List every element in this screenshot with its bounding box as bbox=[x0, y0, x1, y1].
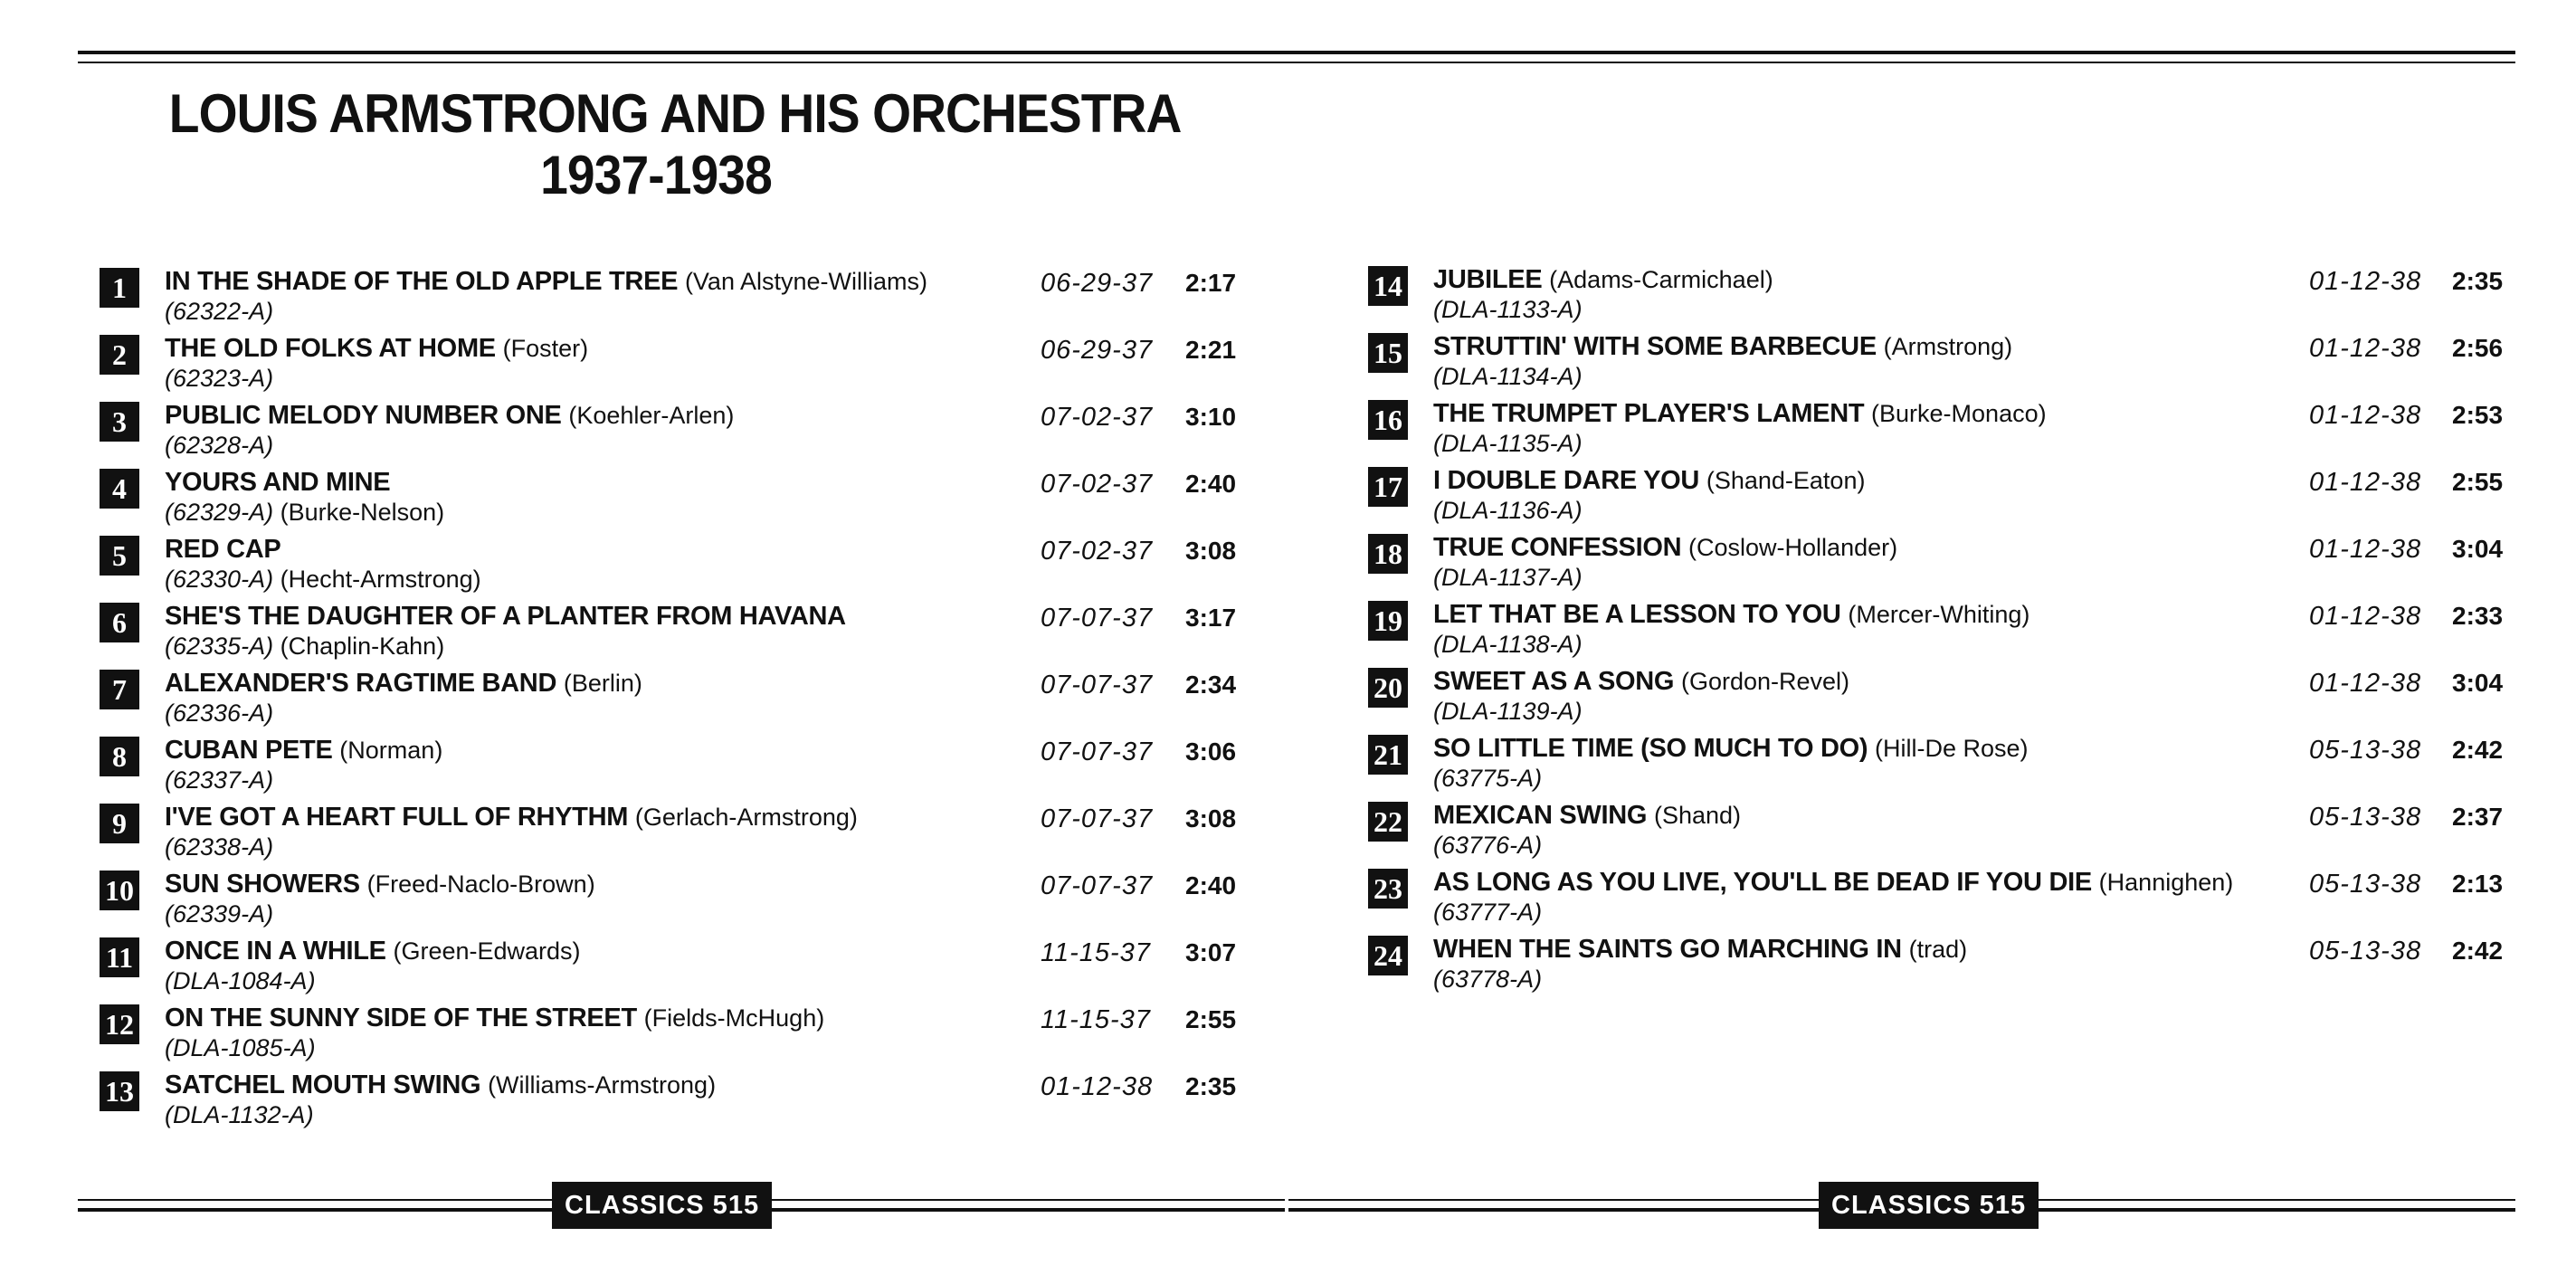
track-title: STRUTTIN' WITH SOME BARBECUE bbox=[1433, 332, 1877, 361]
track-row bbox=[100, 798, 1249, 863]
track-matrix: (DLA-1132-A) bbox=[165, 1101, 314, 1128]
track-matrix-line bbox=[1433, 898, 1542, 927]
track-date: 01-12-38 bbox=[2309, 535, 2422, 564]
track-row bbox=[100, 932, 1249, 997]
track-title: RED CAP bbox=[165, 535, 281, 564]
track-row bbox=[100, 1066, 1249, 1131]
track-number: 20 bbox=[1368, 668, 1408, 708]
track-title-line bbox=[165, 534, 280, 565]
track-matrix-line bbox=[1433, 697, 1583, 726]
track-duration: 3:08 bbox=[1185, 537, 1237, 565]
track-date: 07-07-37 bbox=[1041, 737, 1154, 766]
track-matrix-line bbox=[1433, 496, 1583, 525]
track-title-line bbox=[165, 1003, 824, 1033]
track-date: 01-12-38 bbox=[1041, 1072, 1154, 1101]
track-title-line bbox=[165, 266, 927, 297]
track-title: THE TRUMPET PLAYER'S LAMENT bbox=[1433, 399, 1865, 428]
track-number: 15 bbox=[1368, 333, 1408, 373]
track-number: 5 bbox=[100, 536, 139, 576]
track-number: 14 bbox=[1368, 266, 1408, 306]
track-title-line bbox=[1433, 733, 2029, 764]
track-row bbox=[1368, 662, 2517, 728]
track-matrix-line bbox=[165, 565, 481, 594]
track-title-line bbox=[165, 802, 858, 833]
album-title-artist: LOUIS ARMSTRONG AND HIS ORCHESTRA bbox=[168, 83, 1182, 144]
album-title-years: 1937-1938 bbox=[540, 145, 772, 205]
track-matrix: (DLA-1135-A) bbox=[1433, 430, 1583, 457]
track-number: 10 bbox=[100, 871, 139, 910]
track-duration: 2:42 bbox=[2452, 736, 2504, 764]
track-matrix: (63777-A) bbox=[1433, 899, 1543, 926]
track-date: 01-12-38 bbox=[2309, 401, 2422, 430]
track-matrix-line bbox=[165, 498, 444, 527]
track-composer: (Berlin) bbox=[563, 670, 642, 697]
track-title: I'VE GOT A HEART FULL OF RHYTHM bbox=[165, 803, 629, 832]
track-matrix: (62330-A) bbox=[165, 566, 274, 593]
track-composer: (Hannighen) bbox=[2098, 869, 2234, 896]
track-date: 01-12-38 bbox=[2309, 669, 2422, 698]
track-matrix-line bbox=[165, 1100, 314, 1129]
track-title-line bbox=[1433, 800, 1741, 831]
track-title: THE OLD FOLKS AT HOME bbox=[165, 334, 496, 363]
track-duration: 3:07 bbox=[1185, 938, 1237, 966]
track-title: ONCE IN A WHILE bbox=[165, 937, 386, 966]
track-title-line bbox=[165, 936, 581, 966]
track-date: 07-02-37 bbox=[1041, 403, 1154, 432]
track-matrix: (62339-A) bbox=[165, 900, 274, 928]
track-matrix-line bbox=[165, 699, 273, 728]
track-composer: (Hecht-Armstrong) bbox=[280, 566, 481, 593]
track-matrix-line bbox=[1433, 764, 1542, 793]
track-composer: (Gerlach-Armstrong) bbox=[634, 804, 858, 831]
track-composer: (Norman) bbox=[339, 737, 443, 764]
track-row bbox=[1368, 796, 2517, 861]
track-number: 24 bbox=[1368, 936, 1408, 975]
track-matrix: (62337-A) bbox=[165, 766, 274, 794]
track-title: TRUE CONFESSION bbox=[1433, 533, 1682, 562]
top-double-rule bbox=[78, 51, 2515, 63]
track-number: 21 bbox=[1368, 735, 1408, 775]
track-matrix: (63778-A) bbox=[1433, 966, 1543, 993]
track-number: 9 bbox=[100, 804, 139, 843]
track-matrix-line bbox=[165, 899, 273, 928]
track-date: 07-02-37 bbox=[1041, 537, 1154, 566]
track-number: 11 bbox=[100, 937, 139, 977]
track-composer: (Koehler-Arlen) bbox=[568, 402, 735, 429]
track-title: AS LONG AS YOU LIVE, YOU'LL BE DEAD IF YOU DIE bbox=[1433, 868, 2092, 897]
track-row bbox=[1368, 595, 2517, 661]
track-title-line bbox=[1433, 465, 1865, 496]
track-duration: 2:40 bbox=[1185, 871, 1237, 899]
track-title: PUBLIC MELODY NUMBER ONE bbox=[165, 401, 562, 430]
track-title-line bbox=[165, 601, 846, 632]
track-title: WHEN THE SAINTS GO MARCHING IN bbox=[1433, 935, 1902, 964]
track-duration: 2:56 bbox=[2452, 334, 2504, 362]
track-matrix: (DLA-1138-A) bbox=[1433, 631, 1583, 658]
track-date: 05-13-38 bbox=[2309, 736, 2422, 765]
track-matrix: (63775-A) bbox=[1433, 765, 1543, 792]
track-composer: (Shand) bbox=[1653, 802, 1742, 829]
track-title-line bbox=[165, 467, 390, 498]
track-title-line bbox=[1433, 867, 2233, 898]
track-date: 01-12-38 bbox=[2309, 267, 2422, 296]
track-row bbox=[100, 999, 1249, 1064]
track-composer: (Gordon-Revel) bbox=[1680, 668, 1850, 695]
track-title-line bbox=[165, 333, 588, 364]
track-matrix-line bbox=[1433, 295, 1583, 324]
track-matrix: (63776-A) bbox=[1433, 832, 1543, 859]
track-composer: (Burke-Nelson) bbox=[280, 499, 445, 526]
track-title-line bbox=[165, 735, 442, 766]
track-matrix: (DLA-1139-A) bbox=[1433, 698, 1583, 725]
track-row bbox=[100, 530, 1249, 595]
track-duration: 2:33 bbox=[2452, 602, 2504, 630]
track-matrix: (62322-A) bbox=[165, 298, 274, 325]
track-duration: 2:17 bbox=[1185, 269, 1237, 297]
track-number: 7 bbox=[100, 670, 139, 709]
track-matrix-line bbox=[1433, 831, 1542, 860]
track-title: ALEXANDER'S RAGTIME BAND bbox=[165, 669, 557, 698]
track-row bbox=[100, 731, 1249, 796]
track-title-line bbox=[1433, 398, 2047, 429]
track-matrix: (62336-A) bbox=[165, 699, 274, 727]
track-date: 07-07-37 bbox=[1041, 604, 1154, 633]
track-matrix-line bbox=[165, 833, 273, 861]
track-date: 07-07-37 bbox=[1041, 671, 1154, 699]
track-title-line bbox=[1433, 666, 1849, 697]
track-number: 18 bbox=[1368, 534, 1408, 574]
track-matrix: (DLA-1136-A) bbox=[1433, 497, 1583, 524]
track-matrix: (DLA-1133-A) bbox=[1433, 296, 1583, 323]
track-duration: 2:53 bbox=[2452, 401, 2504, 429]
track-date: 11-15-37 bbox=[1041, 1005, 1151, 1034]
track-number: 19 bbox=[1368, 601, 1408, 641]
track-title: I DOUBLE DARE YOU bbox=[1433, 466, 1700, 495]
track-title-line bbox=[1433, 599, 2029, 630]
catalog-badge-right: CLASSICS 515 bbox=[1819, 1182, 2039, 1229]
track-matrix-line bbox=[1433, 965, 1542, 994]
track-date: 07-07-37 bbox=[1041, 804, 1154, 833]
track-matrix-line bbox=[1433, 362, 1583, 391]
track-title-line bbox=[1433, 934, 1967, 965]
track-matrix-line bbox=[165, 966, 316, 995]
track-row bbox=[1368, 863, 2517, 928]
track-matrix-line bbox=[1433, 563, 1583, 592]
track-composer: (Fields-McHugh) bbox=[643, 1004, 825, 1032]
track-title-line bbox=[1433, 532, 1897, 563]
track-row bbox=[1368, 261, 2517, 326]
track-matrix-line bbox=[165, 632, 444, 661]
track-number: 1 bbox=[100, 268, 139, 308]
track-matrix-line bbox=[165, 364, 273, 393]
track-number: 2 bbox=[100, 335, 139, 375]
track-duration: 2:55 bbox=[1185, 1005, 1237, 1033]
track-title: IN THE SHADE OF THE OLD APPLE TREE bbox=[165, 267, 679, 296]
track-title: SWEET AS A SONG bbox=[1433, 667, 1675, 696]
track-number: 4 bbox=[100, 469, 139, 509]
track-number: 12 bbox=[100, 1004, 139, 1044]
track-row bbox=[100, 262, 1249, 328]
track-row bbox=[1368, 729, 2517, 794]
track-composer: (Mercer-Whiting) bbox=[1848, 601, 2030, 628]
track-title: SHE'S THE DAUGHTER OF A PLANTER FROM HAVANA bbox=[165, 602, 846, 631]
track-title: ON THE SUNNY SIDE OF THE STREET bbox=[165, 1004, 637, 1032]
track-title: SUN SHOWERS bbox=[165, 870, 360, 899]
track-duration: 3:04 bbox=[2452, 669, 2504, 697]
track-date: 07-02-37 bbox=[1041, 470, 1154, 499]
track-duration: 2:34 bbox=[1185, 671, 1237, 699]
track-matrix: (62329-A) bbox=[165, 499, 274, 526]
track-row bbox=[100, 664, 1249, 729]
track-number: 6 bbox=[100, 603, 139, 642]
track-row bbox=[1368, 461, 2517, 527]
track-matrix: (DLA-1134-A) bbox=[1433, 363, 1583, 390]
track-date: 01-12-38 bbox=[2309, 468, 2422, 497]
track-composer: (Shand-Eaton) bbox=[1706, 467, 1866, 494]
track-number: 23 bbox=[1368, 869, 1408, 909]
track-duration: 2:40 bbox=[1185, 470, 1237, 498]
track-date: 07-07-37 bbox=[1041, 871, 1154, 900]
track-matrix: (DLA-1137-A) bbox=[1433, 564, 1583, 591]
track-duration: 3:04 bbox=[2452, 535, 2504, 563]
track-composer: (Adams-Carmichael) bbox=[1549, 266, 1773, 293]
track-number: 22 bbox=[1368, 802, 1408, 842]
track-number: 16 bbox=[1368, 400, 1408, 440]
track-duration: 2:35 bbox=[1185, 1072, 1237, 1100]
track-duration: 3:17 bbox=[1185, 604, 1237, 632]
track-title-line bbox=[165, 1070, 716, 1100]
track-composer: (trad) bbox=[1908, 936, 1968, 963]
track-composer: (Green-Edwards) bbox=[393, 937, 581, 965]
track-title-line bbox=[165, 668, 642, 699]
track-title-line bbox=[165, 869, 595, 899]
track-number: 17 bbox=[1368, 467, 1408, 507]
track-date: 05-13-38 bbox=[2309, 870, 2422, 899]
track-row bbox=[100, 597, 1249, 662]
track-row bbox=[100, 865, 1249, 930]
track-composer: (Burke-Monaco) bbox=[1871, 400, 2047, 427]
track-composer: (Armstrong) bbox=[1883, 333, 2013, 360]
track-duration: 3:06 bbox=[1185, 737, 1237, 766]
track-matrix: (DLA-1084-A) bbox=[165, 967, 316, 994]
track-composer: (Foster) bbox=[502, 335, 589, 362]
track-matrix-line bbox=[165, 1033, 316, 1062]
track-composer: (Freed-Naclo-Brown) bbox=[366, 871, 595, 898]
track-title-line bbox=[165, 400, 734, 431]
track-matrix-line bbox=[1433, 630, 1583, 659]
track-composer: (Coslow-Hollander) bbox=[1688, 534, 1898, 561]
track-matrix-line bbox=[165, 766, 273, 794]
track-number: 13 bbox=[100, 1071, 139, 1111]
track-row bbox=[100, 396, 1249, 461]
track-row bbox=[1368, 395, 2517, 460]
track-title: LET THAT BE A LESSON TO YOU bbox=[1433, 600, 1841, 629]
track-row bbox=[100, 329, 1249, 395]
track-number: 8 bbox=[100, 737, 139, 776]
track-composer: (Van Alstyne-Williams) bbox=[684, 268, 927, 295]
track-title: MEXICAN SWING bbox=[1433, 801, 1648, 830]
track-duration: 3:08 bbox=[1185, 804, 1237, 833]
track-composer: (Williams-Armstrong) bbox=[488, 1071, 717, 1099]
track-date: 01-12-38 bbox=[2309, 602, 2422, 631]
track-date: 01-12-38 bbox=[2309, 334, 2422, 363]
track-duration: 2:21 bbox=[1185, 336, 1237, 364]
track-title-line bbox=[1433, 264, 1773, 295]
track-row bbox=[1368, 528, 2517, 594]
track-matrix: (62323-A) bbox=[165, 365, 274, 392]
track-title-line bbox=[1433, 331, 2012, 362]
album-title bbox=[168, 83, 1182, 206]
track-composer: (Hill-De Rose) bbox=[1875, 735, 2029, 762]
track-matrix: (62335-A) bbox=[165, 633, 274, 660]
track-matrix-line bbox=[165, 431, 273, 460]
track-row bbox=[1368, 328, 2517, 393]
track-duration: 2:37 bbox=[2452, 803, 2504, 831]
track-duration: 3:10 bbox=[1185, 403, 1237, 431]
track-date: 05-13-38 bbox=[2309, 937, 2422, 966]
track-title: JUBILEE bbox=[1433, 265, 1543, 294]
track-matrix: (62338-A) bbox=[165, 833, 274, 861]
track-duration: 2:13 bbox=[2452, 870, 2504, 898]
track-composer: (Chaplin-Kahn) bbox=[280, 633, 445, 660]
track-date: 11-15-37 bbox=[1041, 938, 1151, 967]
track-date: 05-13-38 bbox=[2309, 803, 2422, 832]
track-matrix-line bbox=[1433, 429, 1583, 458]
track-title: SO LITTLE TIME (SO MUCH TO DO) bbox=[1433, 734, 1868, 763]
track-matrix: (DLA-1085-A) bbox=[165, 1034, 316, 1061]
track-duration: 2:35 bbox=[2452, 267, 2504, 295]
catalog-badge-left: CLASSICS 515 bbox=[552, 1182, 772, 1229]
track-date: 06-29-37 bbox=[1041, 336, 1154, 365]
track-duration: 2:55 bbox=[2452, 468, 2504, 496]
track-title: SATCHEL MOUTH SWING bbox=[165, 1070, 481, 1099]
track-title: YOURS AND MINE bbox=[165, 468, 391, 497]
track-date: 06-29-37 bbox=[1041, 269, 1154, 298]
track-row bbox=[1368, 930, 2517, 995]
track-matrix-line bbox=[165, 297, 273, 326]
track-matrix: (62328-A) bbox=[165, 432, 274, 459]
track-title: CUBAN PETE bbox=[165, 736, 333, 765]
track-number: 3 bbox=[100, 402, 139, 442]
track-duration: 2:42 bbox=[2452, 937, 2504, 965]
track-row bbox=[100, 463, 1249, 528]
